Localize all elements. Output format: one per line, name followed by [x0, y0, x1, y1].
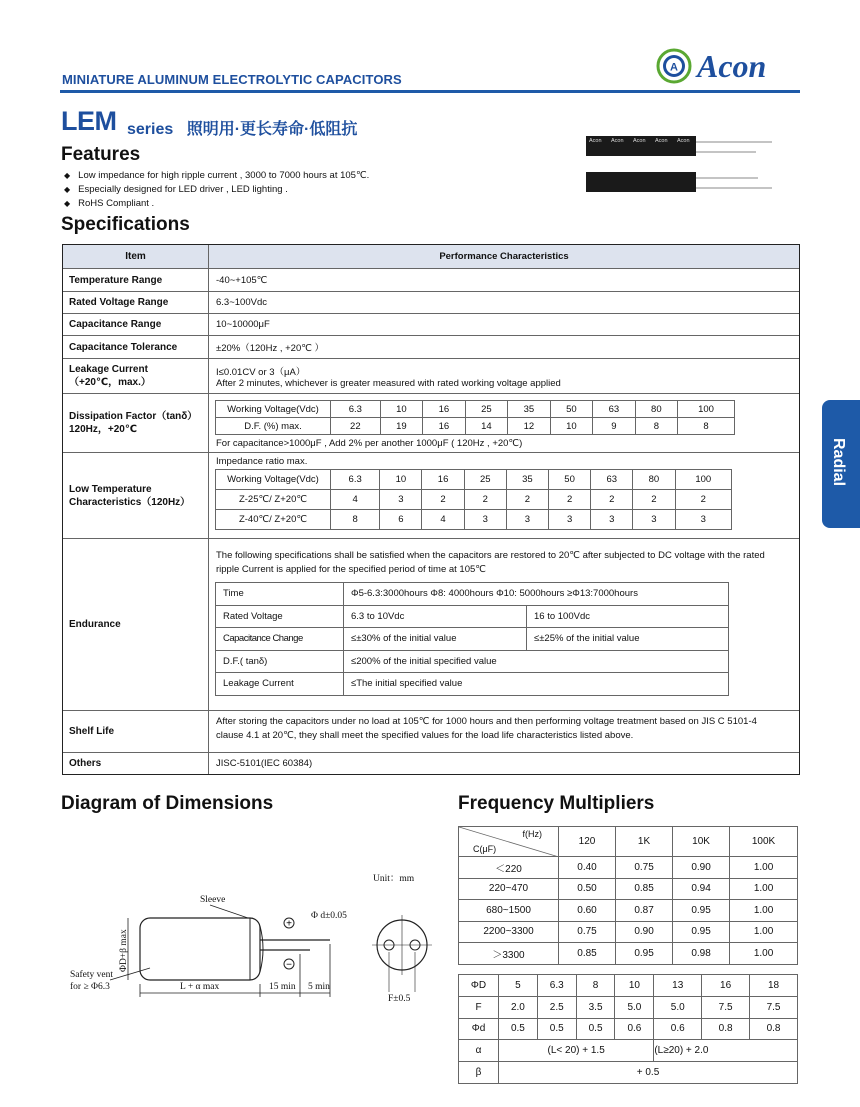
brand-logo [656, 48, 796, 84]
freq-value-cell: 1.00 [730, 921, 798, 943]
endurance-voltage-row [216, 605, 729, 628]
series-tagline [127, 116, 357, 139]
dissipation-label-1: Dissipation Factor（tanδ） [69, 411, 198, 422]
freq-value-cell: 1.00 [730, 857, 798, 879]
endurance-cap-a: ≤±30% of the initial value [344, 628, 527, 651]
spec-label: Capacitance Range [63, 314, 209, 335]
diagram-lead-diameter: Φ d±0.05 [311, 911, 347, 921]
low-temp-label-1: Low Temperature [69, 483, 152, 495]
impedance-voltage-row [216, 470, 732, 490]
dimension-diagram [60, 860, 440, 1020]
spec-row-temperature [63, 268, 799, 291]
capacitor-illustration [586, 134, 776, 194]
df-value-cell: 9 [593, 418, 635, 435]
spec-row-tolerance [63, 335, 799, 358]
dims-phid-cell: 0.5 [576, 1018, 615, 1040]
spec-label: Temperature Range [63, 269, 209, 291]
freq-header-cell: 1K [616, 827, 673, 857]
df-voltage-label: Working Voltage(Vdc) [216, 401, 331, 418]
spec-value-shelf-life [209, 711, 799, 752]
dims-phid-cell: 0.5 [499, 1018, 538, 1040]
endurance-voltage-a: 6.3 to 10Vdc [344, 605, 527, 628]
spec-value: 10~10000μF [216, 319, 270, 330]
impedance-25-row [216, 490, 732, 510]
freq-value-cell: 0.75 [559, 921, 616, 943]
endurance-df-label: D.F.( tanδ) [216, 650, 344, 673]
freq-cap-cell: ＜220 [459, 857, 559, 879]
spec-label: Others [63, 753, 209, 774]
spec-label-dissipation [63, 394, 209, 452]
leakage-formula: I≤0.01CV or 3（μA） [216, 367, 306, 378]
freq-row [459, 921, 798, 943]
specifications-table [62, 244, 800, 775]
capacitor-photo [586, 134, 776, 194]
freq-row [459, 943, 798, 965]
dimensions-table [458, 974, 798, 1084]
freq-row [459, 857, 798, 879]
dims-d-cell: 5 [499, 975, 538, 997]
feature-item: ◆ Especially designed for LED driver , LED lighting . [64, 183, 369, 197]
impedance-table [215, 469, 732, 530]
impedance-25-cell: 2 [675, 490, 731, 510]
spec-value: ±20%（120Hz , +20℃ ） [216, 343, 325, 354]
impedance-25-cell: 2 [591, 490, 633, 510]
freq-corner-bottom: C(μF) [473, 844, 497, 854]
df-voltage-cell: 16 [423, 401, 465, 418]
df-value-cell: 12 [508, 418, 550, 435]
dims-d-cell: 10 [615, 975, 654, 997]
endurance-cap-b: ≤±25% of the initial value [527, 628, 729, 651]
spec-label-leakage [63, 359, 209, 393]
freq-value-cell: 0.90 [616, 921, 673, 943]
spec-value: -40~+105℃ [216, 274, 268, 286]
acon-logo-icon [656, 48, 696, 84]
spec-header-row [63, 245, 799, 268]
capacitor-label: Acon [655, 138, 668, 144]
dims-phid-cell: 0.6 [654, 1018, 702, 1040]
df-voltage-row [216, 401, 735, 418]
diagram-unit: Unit：mm [373, 874, 415, 884]
freq-value-cell: 0.95 [673, 900, 730, 922]
freq-value-cell: 0.95 [616, 943, 673, 965]
dims-f-cell: 2.5 [537, 996, 576, 1018]
spec-label: Capacitance Tolerance [63, 336, 209, 358]
dims-f-cell: 2.0 [499, 996, 538, 1018]
impedance-40-cell: 3 [464, 510, 506, 530]
df-voltage-cell: 35 [508, 401, 550, 418]
spec-value: JISC-5101(IEC 60384) [216, 758, 313, 769]
impedance-25-cell: 2 [506, 490, 548, 510]
impedance-25-cell: 4 [331, 490, 380, 510]
endurance-text-1: The following specifications shall be satisfied when the capacitors are restored to 20℃ after subjected to DC voltage with the rated [216, 550, 765, 561]
logo-letter: A [670, 61, 678, 74]
impedance-40-cell: 3 [675, 510, 731, 530]
df-voltage-cell: 80 [635, 401, 677, 418]
dims-f-label: F [459, 996, 499, 1018]
low-temp-label-2: Characteristics（120Hz） [69, 496, 191, 508]
freq-header-cell: 10K [673, 827, 730, 857]
impedance-40-row [216, 510, 732, 530]
df-value-cell: 22 [331, 418, 381, 435]
freq-value-cell: 0.98 [673, 943, 730, 965]
dims-f-cell: 7.5 [702, 996, 750, 1018]
dims-alpha-b: (L≥20) + 2.0 [654, 1040, 798, 1062]
dims-phid-row [459, 1018, 798, 1040]
endurance-voltage-b: 16 to 100Vdc [527, 605, 729, 628]
freq-cap-cell: 2200~3300 [459, 921, 559, 943]
dims-alpha-a: (L< 20) + 1.5 [499, 1040, 654, 1062]
specifications-heading: Specifications [61, 214, 190, 235]
impedance-40-cell: 3 [633, 510, 675, 530]
diagram-pitch: F±0.5 [388, 994, 411, 1004]
radial-tab-label: Radial [830, 438, 847, 487]
freq-value-cell: 1.00 [730, 878, 798, 900]
dims-phid-cell: 0.5 [537, 1018, 576, 1040]
spec-row-low-temp [63, 452, 799, 538]
freq-value-cell: 0.50 [559, 878, 616, 900]
diagram-lead-1: 15 min [269, 982, 296, 992]
spec-value-low-temp [209, 453, 799, 538]
df-voltage-cell: 63 [593, 401, 635, 418]
impedance-voltage-cell: 16 [422, 470, 464, 490]
impedance-25-label: Z-25℃/ Z+20℃ [216, 490, 331, 510]
dims-f-cell: 5.0 [654, 996, 702, 1018]
impedance-40-cell: 4 [422, 510, 464, 530]
freq-corner-top: f(Hz) [522, 829, 542, 839]
frequency-table [458, 826, 798, 965]
series-word: series [127, 121, 174, 138]
freq-cap-cell: 220~470 [459, 878, 559, 900]
spec-value: 6.3~100Vdc [216, 297, 267, 308]
endurance-leak-value: ≤The initial specified value [344, 673, 729, 696]
diagram-length: L + α max [180, 982, 220, 992]
impedance-40-cell: 8 [331, 510, 380, 530]
spec-row-leakage [63, 358, 799, 393]
impedance-voltage-cell: 35 [506, 470, 548, 490]
dims-f-cell: 3.5 [576, 996, 615, 1018]
impedance-voltage-cell: 25 [464, 470, 506, 490]
dims-alpha-label: α [459, 1040, 499, 1062]
dims-beta-value: + 0.5 [499, 1062, 798, 1084]
freq-value-cell: 0.90 [673, 857, 730, 879]
endurance-time-row [216, 583, 729, 606]
freq-row [459, 900, 798, 922]
plus-symbol: + [286, 918, 292, 930]
freq-header-cell: 120 [559, 827, 616, 857]
dims-f-cell: 7.5 [750, 996, 798, 1018]
dims-phid-cell: 0.6 [615, 1018, 654, 1040]
df-voltage-cell: 25 [465, 401, 507, 418]
freq-value-cell: 0.75 [616, 857, 673, 879]
freq-row [459, 878, 798, 900]
capacitor-label: Acon [677, 138, 690, 144]
spec-row-others [63, 752, 799, 774]
freq-value-cell: 0.85 [616, 878, 673, 900]
df-value-row [216, 418, 735, 435]
endurance-time-value: Φ5-6.3:3000hours Φ8: 4000hours Φ10: 5000hours ≥Φ13:7000hours [344, 583, 729, 606]
impedance-25-cell: 2 [422, 490, 464, 510]
impedance-voltage-cell: 6.3 [331, 470, 380, 490]
endurance-df-value: ≤200% of the initial specified value [344, 650, 729, 673]
leakage-label-2: （+20℃，max.） [69, 377, 151, 388]
dims-d-cell: 6.3 [537, 975, 576, 997]
dims-f-cell: 5.0 [615, 996, 654, 1018]
freq-value-cell: 0.60 [559, 900, 616, 922]
spec-label: Rated Voltage Range [63, 292, 209, 313]
dims-phid-label: Φd [459, 1018, 499, 1040]
features-list [64, 169, 369, 211]
capacitor-label: Acon [589, 138, 602, 144]
shelf-life-text-1: After storing the capacitors under no load at 105℃ for 1000 hours and then performing voltage treatment based on JIS C 5101-4 [216, 716, 757, 727]
sleeve-leader [210, 905, 248, 918]
endurance-voltage-label: Rated Voltage [216, 605, 344, 628]
freq-value-cell: 0.85 [559, 943, 616, 965]
df-value-cell: 16 [423, 418, 465, 435]
minus-symbol: − [286, 959, 292, 971]
dims-d-cell: 13 [654, 975, 702, 997]
dims-d-row [459, 975, 798, 997]
col-perf-header: Performance Characteristics [439, 251, 569, 262]
capacitor-label: Acon [611, 138, 624, 144]
series-name: LEM [61, 106, 117, 136]
df-table [215, 400, 735, 435]
impedance-caption: Impedance ratio max. [216, 456, 308, 467]
impedance-voltage-cell: 100 [675, 470, 731, 490]
endurance-text-2: ripple Current is applied for the specified period of time at 105℃ [216, 564, 486, 575]
endurance-df-row [216, 650, 729, 673]
dims-phid-cell: 0.8 [702, 1018, 750, 1040]
endurance-time-label: Time [216, 583, 344, 606]
df-value-label: D.F. (%) max. [216, 418, 331, 435]
freq-cap-cell: 680~1500 [459, 900, 559, 922]
impedance-voltage-cell: 50 [549, 470, 591, 490]
dims-beta-label: β [459, 1062, 499, 1084]
spec-label: Shelf Life [63, 711, 209, 752]
freq-value-cell: 1.00 [730, 943, 798, 965]
freq-value-cell: 0.40 [559, 857, 616, 879]
endurance-leak-label: Leakage Current [216, 673, 344, 696]
endurance-leak-row [216, 673, 729, 696]
dims-beta-row [459, 1062, 798, 1084]
freq-corner-cell [459, 827, 559, 857]
diagram-heading: Diagram of Dimensions [61, 793, 274, 814]
spec-value-leakage [209, 359, 799, 393]
leakage-label-1: Leakage Current [69, 364, 148, 375]
dims-f-row [459, 996, 798, 1018]
freq-value-cell: 0.95 [673, 921, 730, 943]
spec-row-endurance [63, 538, 799, 710]
diagram-lead-2: 5 min [308, 982, 330, 992]
freq-value-cell: 0.94 [673, 878, 730, 900]
spec-row-dissipation [63, 393, 799, 452]
dissipation-label-2: 120Hz，+20℃ [69, 424, 137, 435]
frequency-heading: Frequency Multipliers [458, 793, 655, 814]
df-value-cell: 8 [635, 418, 677, 435]
impedance-25-cell: 3 [380, 490, 422, 510]
freq-value-cell: 0.87 [616, 900, 673, 922]
spec-label: Endurance [63, 539, 209, 710]
impedance-25-cell: 2 [464, 490, 506, 510]
features-heading: Features [61, 144, 141, 165]
impedance-voltage-cell: 10 [380, 470, 422, 490]
catalog-subtitle: MINIATURE ALUMINUM ELECTROLYTIC CAPACITORS [62, 72, 402, 87]
dims-d-cell: 8 [576, 975, 615, 997]
df-value-cell: 14 [465, 418, 507, 435]
impedance-voltage-label: Working Voltage(Vdc) [216, 470, 331, 490]
diagram-vent-2: for ≥ Φ6.3 [70, 982, 110, 992]
df-value-cell: 10 [550, 418, 592, 435]
spec-value-dissipation [209, 394, 799, 452]
feature-item: ◆ Low impedance for high ripple current , 3000 to 7000 hours at 105℃. [64, 169, 369, 183]
header-rule [60, 90, 800, 93]
leakage-condition: After 2 minutes, whichever is greater measured with rated working voltage applied [216, 378, 561, 389]
df-value-cell: 19 [380, 418, 422, 435]
endurance-cap-label: Capacitance Change [216, 628, 344, 651]
spec-row-voltage [63, 291, 799, 313]
spec-row-capacitance [63, 313, 799, 335]
freq-header-cell: 100K [730, 827, 798, 857]
df-voltage-cell: 100 [678, 401, 735, 418]
impedance-40-cell: 3 [591, 510, 633, 530]
capacitor-label: Acon [633, 138, 646, 144]
freq-cap-cell: ＞3300 [459, 943, 559, 965]
impedance-40-cell: 3 [549, 510, 591, 530]
endurance-table [215, 582, 729, 696]
feature-item: ◆ RoHS Compliant . [64, 197, 369, 211]
dims-alpha-row [459, 1040, 798, 1062]
tagline-text: 照明用·更长寿命·低阻抗 [186, 121, 358, 138]
dims-d-label: ΦD [459, 975, 499, 997]
diagram-sleeve: Sleeve [200, 895, 226, 905]
spec-value-endurance [209, 539, 799, 710]
freq-header-row [459, 827, 798, 857]
freq-value-cell: 1.00 [730, 900, 798, 922]
df-voltage-cell: 50 [550, 401, 592, 418]
dims-d-cell: 16 [702, 975, 750, 997]
dims-phid-cell: 0.8 [750, 1018, 798, 1040]
impedance-40-cell: 3 [506, 510, 548, 530]
diagram-diameter: ΦD+β max [119, 929, 129, 972]
spec-row-shelf-life [63, 710, 799, 752]
df-value-cell: 8 [678, 418, 735, 435]
impedance-voltage-cell: 80 [633, 470, 675, 490]
df-voltage-cell: 10 [380, 401, 422, 418]
impedance-25-cell: 2 [633, 490, 675, 510]
df-note: For capacitance>1000μF , Add 2% per another 1000μF ( 120Hz , +20℃) [216, 438, 523, 449]
dims-d-cell: 18 [750, 975, 798, 997]
spec-label-low-temp [63, 453, 209, 538]
capacitor-body [140, 918, 260, 980]
impedance-40-cell: 6 [380, 510, 422, 530]
diagram-vent-1: Safety vent [70, 970, 114, 980]
impedance-voltage-cell: 63 [591, 470, 633, 490]
shelf-life-text-2: clause 4.1 at 20℃, they shall meet the specified values for the load life characteristics listed above. [216, 730, 634, 741]
col-item-header: Item [63, 245, 209, 268]
brand-name: Acon [697, 48, 767, 84]
impedance-40-label: Z-40℃/ Z+20℃ [216, 510, 331, 530]
df-voltage-cell: 6.3 [331, 401, 381, 418]
impedance-25-cell: 2 [549, 490, 591, 510]
endurance-cap-row [216, 628, 729, 651]
